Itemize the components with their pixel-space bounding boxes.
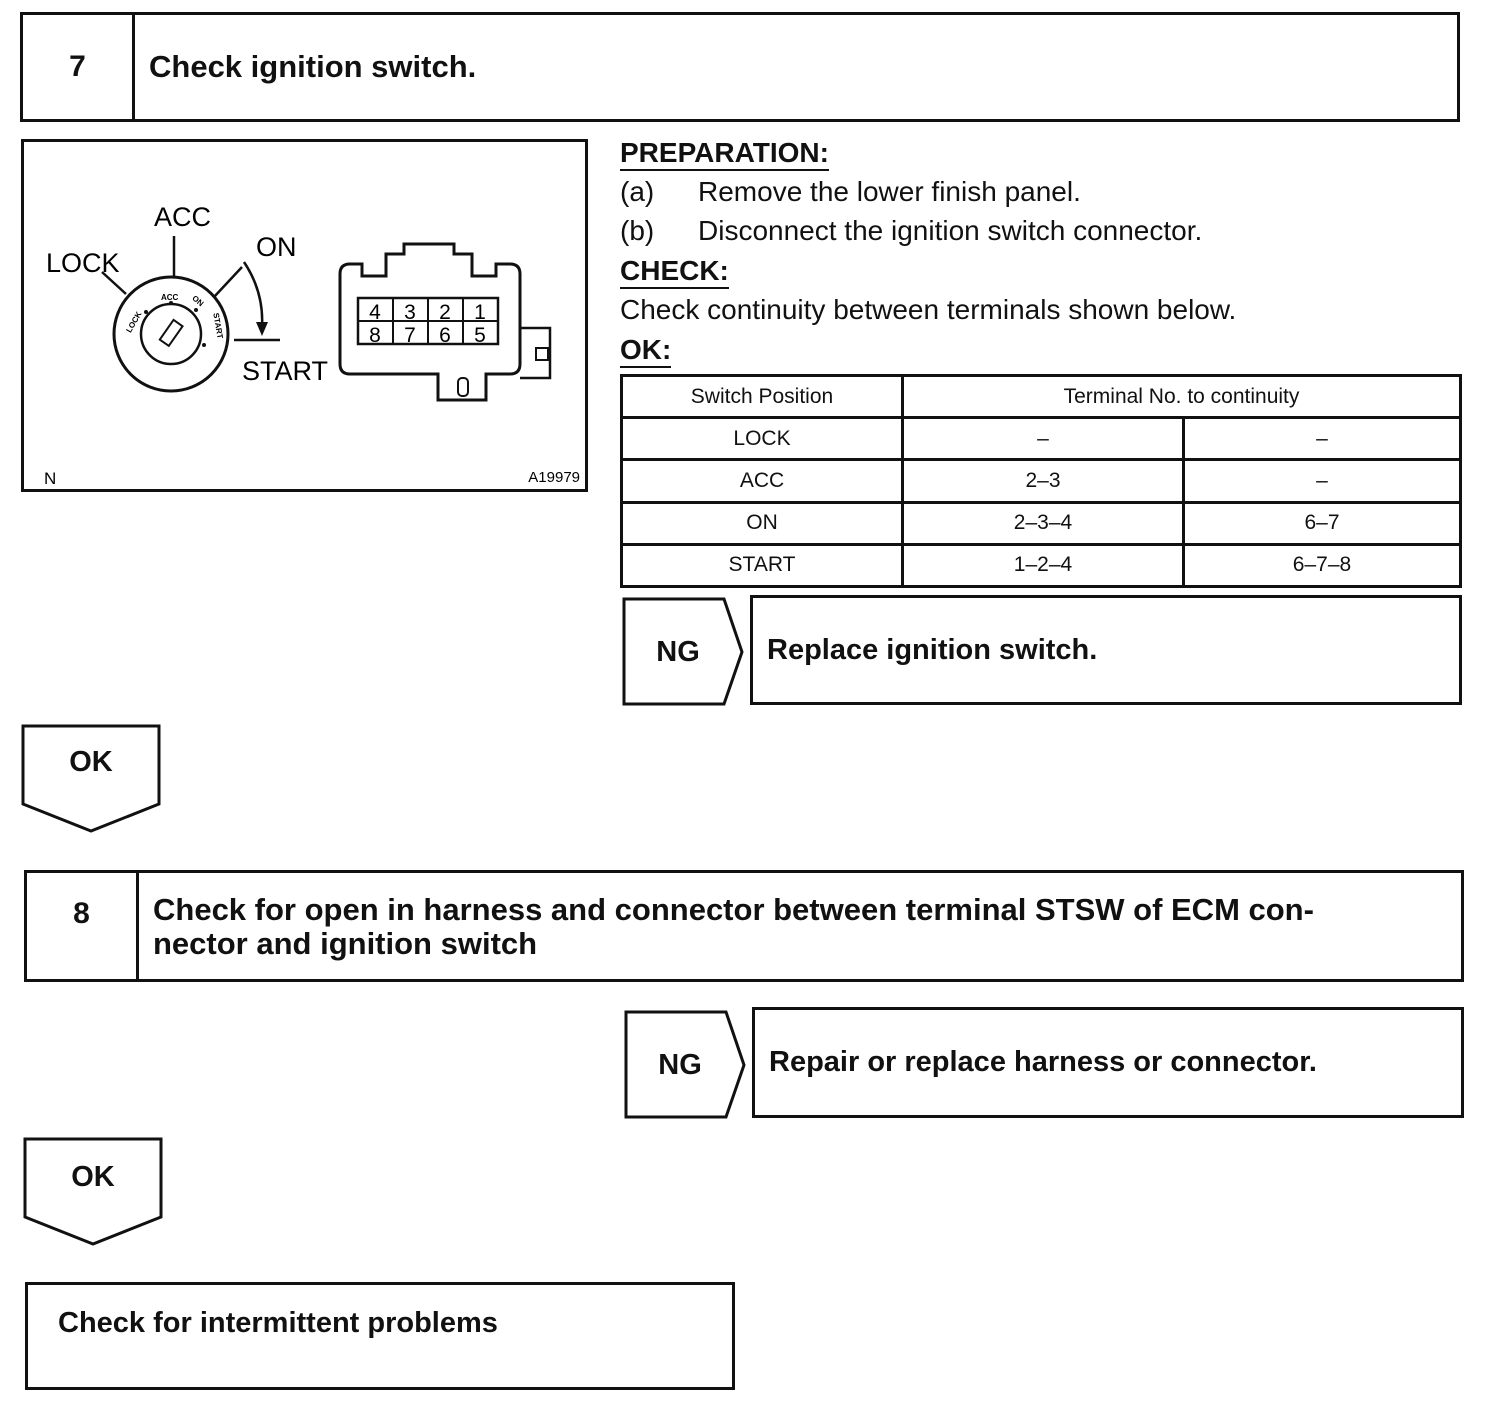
ng7-label: NG — [656, 635, 700, 668]
ok-heading: OK: — [620, 334, 671, 368]
header-terminal-continuity: Terminal No. to continuity — [903, 376, 1461, 418]
ok7-flag — [21, 724, 163, 834]
table-row — [622, 460, 1461, 502]
ring-label-on: ON — [190, 293, 206, 309]
table-row — [622, 502, 1461, 544]
step8-header — [24, 870, 1464, 982]
prep-step-a — [620, 176, 1081, 208]
ng8-result: Repair or replace harness or connector. — [752, 1007, 1464, 1118]
cell-position: ON — [622, 502, 903, 544]
key-cylinder-inner — [141, 304, 201, 364]
label-lock: LOCK — [46, 248, 120, 278]
cell-terminals-a: 1–2–4 — [903, 544, 1184, 586]
ignition-switch-diagram — [24, 142, 585, 489]
ok7-label: OK — [69, 746, 113, 778]
step8-title-line2: nector and ignition switch — [153, 926, 538, 961]
pin-1: 1 — [474, 301, 486, 324]
cell-terminals-a: 2–3–4 — [903, 502, 1184, 544]
figure-id: A19979 — [528, 469, 580, 486]
step7-title: Check ignition switch. — [149, 49, 477, 84]
ng7-result: Replace ignition switch. — [750, 595, 1462, 705]
ng8-flag — [624, 1010, 748, 1120]
step8-title-line1: Check for open in harness and connector between terminal STSW of ECM con- — [153, 892, 1314, 927]
final-step: Check for intermittent problems — [25, 1282, 735, 1390]
ok8-label: OK — [71, 1161, 115, 1193]
ng7-flag — [622, 597, 746, 707]
prep-step-b-label: (b) — [620, 215, 655, 246]
label-on: ON — [256, 232, 297, 262]
ok7-arrow-shape — [21, 724, 163, 834]
cell-terminals-a: – — [903, 418, 1184, 460]
cell-position: START — [622, 544, 903, 586]
pin-7: 7 — [404, 324, 416, 347]
pin-6: 6 — [439, 324, 451, 347]
prep-step-b-text: Disconnect the ignition switch connector. — [698, 215, 1203, 246]
figure-corner-n: N — [44, 469, 57, 488]
pin-8: 8 — [369, 324, 381, 347]
cell-terminals-b: – — [1184, 418, 1461, 460]
ring-label-lock: LOCK — [124, 310, 144, 335]
label-acc: ACC — [154, 202, 212, 232]
step8-number: 8 — [27, 873, 139, 979]
ring-label-acc: ACC — [161, 293, 179, 302]
continuity-table — [620, 374, 1462, 588]
check-heading: CHECK: — [620, 255, 729, 289]
cell-position: ACC — [622, 460, 903, 502]
prep-step-a-text: Remove the lower finish panel. — [698, 176, 1081, 207]
ring-label-start: START — [211, 312, 225, 340]
ng8-label: NG — [658, 1048, 702, 1081]
table-header-row — [622, 376, 1461, 418]
ignition-switch-figure — [21, 139, 588, 492]
cell-terminals-b: 6–7 — [1184, 502, 1461, 544]
table-row — [622, 544, 1461, 586]
table-row — [622, 418, 1461, 460]
step7-number: 7 — [23, 15, 135, 119]
cell-terminals-b: 6–7–8 — [1184, 544, 1461, 586]
cell-terminals-b: – — [1184, 460, 1461, 502]
check-text: Check continuity between terminals shown below. — [620, 294, 1237, 325]
label-start: START — [242, 356, 329, 386]
prep-step-a-label: (a) — [620, 176, 655, 207]
key-slot — [160, 320, 183, 346]
prep-step-b — [620, 215, 1202, 247]
cell-position: LOCK — [622, 418, 903, 460]
step7-header — [20, 12, 1460, 122]
header-switch-position: Switch Position — [622, 376, 903, 418]
pin-3: 3 — [404, 301, 416, 324]
preparation-heading: PREPARATION: — [620, 137, 829, 171]
ok8-flag — [23, 1137, 165, 1247]
pin-2: 2 — [439, 301, 451, 324]
pin-5: 5 — [474, 324, 486, 347]
pin-4: 4 — [369, 301, 381, 324]
step8-title — [139, 885, 1461, 961]
cell-terminals-a: 2–3 — [903, 460, 1184, 502]
